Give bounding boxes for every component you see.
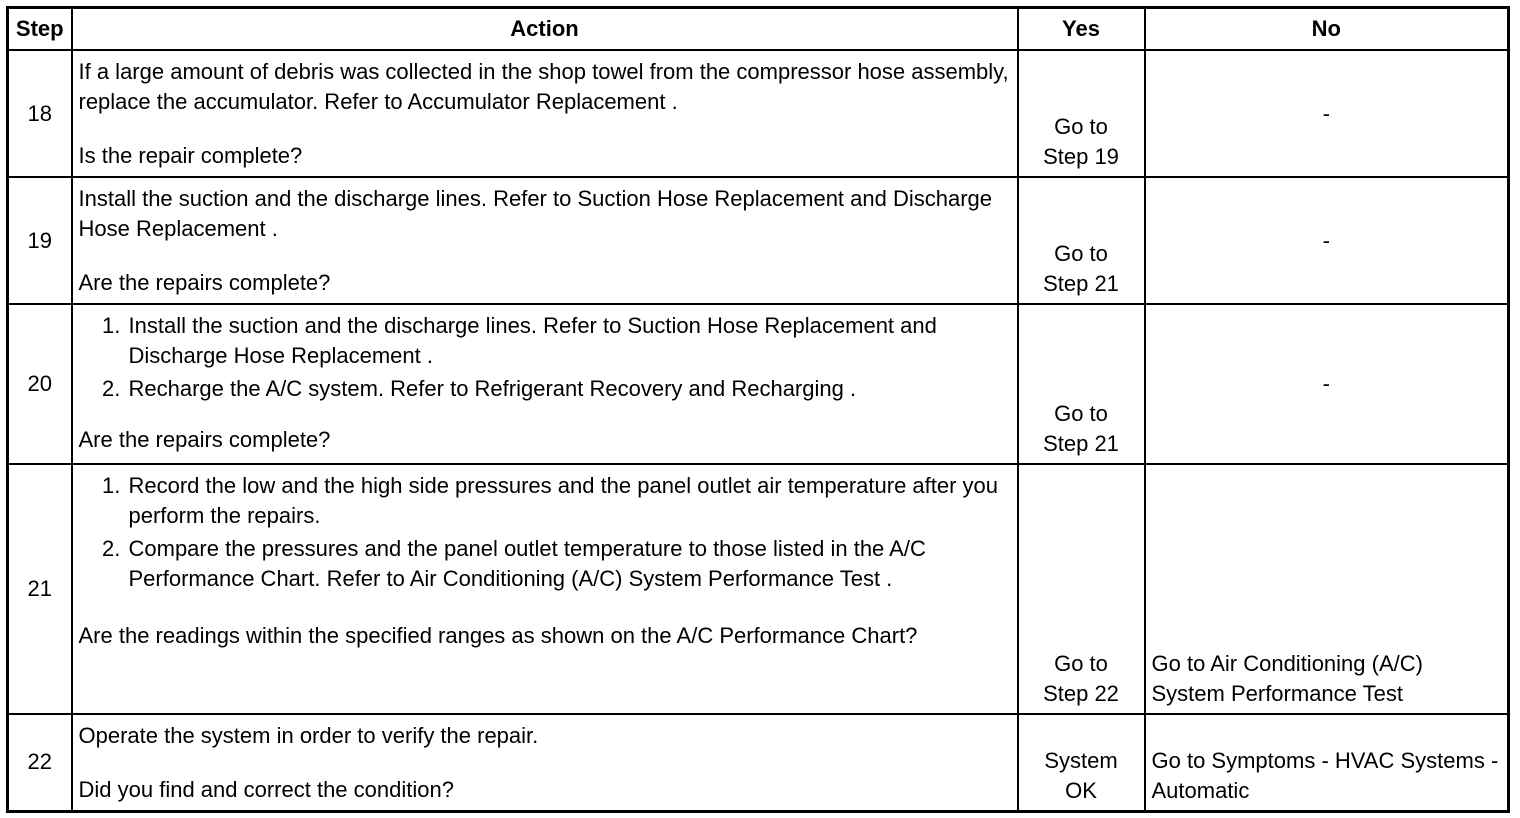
action-text: If a large amount of debris was collected in the shop towel from the compressor hose assembly, replace the accumulator. Refer to Accumulator Replacement . (78, 59, 1009, 114)
no-cell: Go to Air Conditioning (A/C) System Performance Test (1145, 464, 1509, 714)
table-row (8, 464, 1509, 714)
step-number: 19 (8, 177, 72, 304)
step-number: 18 (8, 50, 72, 177)
action-list-item: 1. Install the suction and the discharge lines. Refer to Suction Hose Replacement and Discharge Hose Replacement . (127, 311, 1011, 371)
step-number: 21 (8, 464, 72, 714)
yes-line: Go to (1054, 114, 1108, 139)
table-header-row (8, 8, 1509, 51)
header-yes: Yes (1018, 8, 1145, 51)
action-question: Is the repair complete? (78, 143, 303, 168)
no-cell: - (1145, 50, 1509, 177)
action-list (79, 311, 1011, 404)
yes-line: Go to (1054, 241, 1108, 266)
yes-cell (1018, 714, 1145, 811)
yes-line: System (1044, 747, 1118, 773)
action-list (79, 471, 1011, 594)
header-no: No (1145, 8, 1509, 51)
yes-line: Step 21 (1043, 431, 1119, 456)
action-list-item: 2. Compare the pressures and the panel outlet temperature to those listed in the A/C Performance Chart. Refer to Air Conditioning (A/C) System Performance Test . (127, 534, 1011, 594)
yes-cell (1018, 464, 1145, 714)
action-list-item: 1. Record the low and the high side pressures and the panel outlet air temperature after you perform the repairs. (127, 471, 1011, 531)
action-cell (72, 50, 1018, 177)
header-action: Action (72, 8, 1018, 51)
step-number: 22 (8, 714, 72, 811)
diagnostic-steps-table (6, 6, 1510, 813)
step-number: 20 (8, 304, 72, 464)
yes-line: Step 21 (1043, 271, 1119, 296)
action-question: Did you find and correct the condition? (78, 777, 454, 802)
action-cell (72, 464, 1018, 714)
action-question: Are the repairs complete? (78, 427, 331, 452)
action-cell (72, 714, 1018, 811)
table-row (8, 177, 1509, 304)
table-row (8, 714, 1509, 811)
yes-line: Go to (1054, 401, 1108, 426)
no-cell: - (1145, 304, 1509, 464)
yes-line: Go to (1054, 651, 1108, 676)
action-question: Are the readings within the specified ranges as shown on the A/C Performance Chart? (78, 623, 918, 648)
table-row (8, 50, 1509, 177)
action-cell (72, 177, 1018, 304)
action-text: Operate the system in order to verify the repair. (78, 723, 539, 748)
header-step: Step (8, 8, 72, 51)
table-row (8, 304, 1509, 464)
action-text: Install the suction and the discharge lines. Refer to Suction Hose Replacement and Discharge Hose Replacement . (78, 186, 993, 241)
action-question: Are the repairs complete? (78, 270, 331, 295)
action-cell (72, 304, 1018, 464)
yes-cell (1018, 177, 1145, 304)
action-list-item: 2. Recharge the A/C system. Refer to Refrigerant Recovery and Recharging . (127, 374, 1011, 404)
yes-cell (1018, 304, 1145, 464)
yes-line: Step 19 (1043, 144, 1119, 169)
no-cell: - (1145, 177, 1509, 304)
no-cell: Go to Symptoms - HVAC Systems - Automatic (1145, 714, 1509, 811)
yes-line: OK (1065, 777, 1097, 803)
yes-cell (1018, 50, 1145, 177)
yes-line: Step 22 (1043, 681, 1119, 706)
